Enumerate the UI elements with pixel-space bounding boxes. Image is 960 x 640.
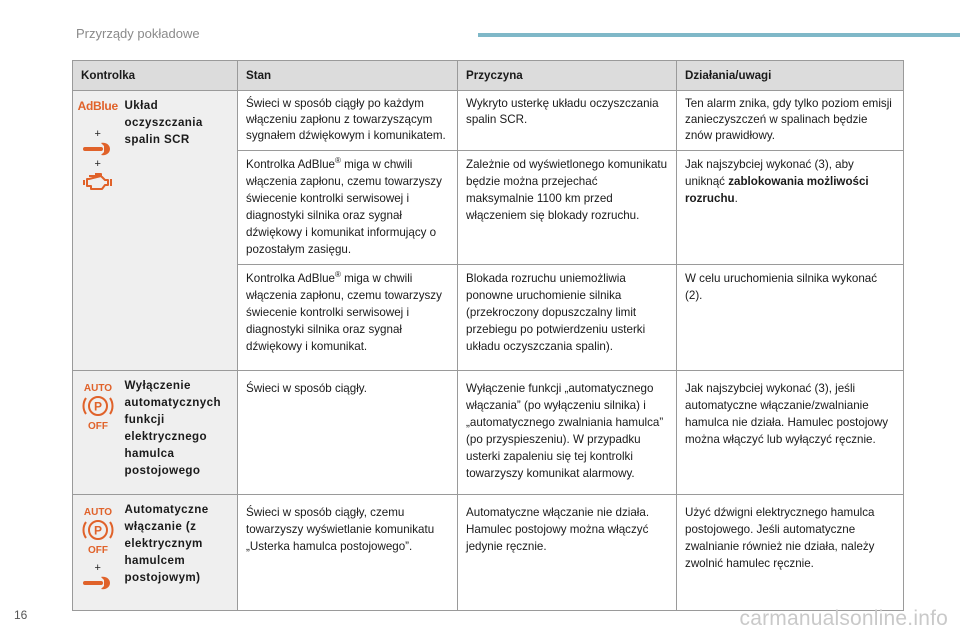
plus-sign: + [94,128,101,140]
registered-mark: ® [334,156,341,166]
col-header-przyczyna: Przyczyna [458,61,677,91]
stan-text: miga w chwili włączenia zapłonu, czemu towarzyszy świecenie kontrolki serwisowej i diagnostyki silnika oraz sygnał dźwiękowy i komunikat informujący o pozostałym zasięgu. [246,158,442,256]
indicator-name-auto-engage: Automatyczne włączanie (z elektrycznym hamulcem postojowym) [123,495,238,611]
stan-cell: Świeci w sposób ciągły, czemu towarzyszy wyświetlanie komunikatu „Usterka hamulca postojowego”. [238,495,458,611]
auto-p-off-icon [80,381,116,431]
table-row [73,91,904,151]
przyczyna-cell: Wyłączenie funkcji „automatycznego włączania” (po wyłączeniu silnika) i „automatycznego zwalniania hamulca” (po przyspieszeniu). W przypadku usterki zapaleniu się tej kontrolki towarzyszy komunikat alarmowy. [458,371,677,495]
stan-cell [238,151,458,265]
dzialania-cell: Użyć dźwigni elektrycznego hamulca postojowego. Jeśli automatyczne zwalnianie również nie działa, należy zwolnić hamulec ręcznie. [677,495,904,611]
svg-text:P: P [93,523,102,538]
table-row [73,495,904,611]
przyczyna-cell: Wykryto usterkę układu oczyszczania spalin SCR. [458,91,677,151]
table-row [73,371,904,495]
svg-text:P: P [93,399,102,414]
header-accent-bar [478,33,960,37]
col-header-stan: Stan [238,61,458,91]
indicator-icons-auto-engage [73,495,123,611]
przyczyna-cell: Zależnie od wyświetlonego komunikatu będzie można przejechać maksymalnie 1100 km przed włączeniem się blokady rozruchu. [458,151,677,265]
svg-text:OFF: OFF [87,545,108,555]
registered-mark: ® [334,270,341,280]
stan-cell: Świeci w sposób ciągły po każdym włączeniu zapłonu z towarzyszącym sygnałem dźwiękowym i komunikatem. [238,91,458,151]
warning-lights-table [72,60,904,611]
dzialania-bold-text: zablokowania możliwości rozruchu [685,175,869,205]
dzialania-cell: Ten alarm znika, gdy tylko poziom emisji zanieczyszczeń w spalinach będzie znów prawidłowy. [677,91,904,151]
svg-text:AUTO: AUTO [83,507,112,518]
svg-text:OFF: OFF [87,421,108,431]
stan-text: Kontrolka AdBlue [246,158,335,171]
indicator-name-auto-off: Wyłączenie automatycznych funkcji elektrycznego hamulca postojowego [123,371,238,495]
auto-p-off-icon [80,505,116,555]
stan-text: miga w chwili włączenia zapłonu, czemu towarzyszy świecenie kontrolki serwisowej i diagnostyki silnika oraz sygnał dźwiękowy i komunikat. [246,272,442,353]
przyczyna-cell: Blokada rozruchu uniemożliwia ponowne uruchomienie silnika (przekroczony dopuszczalny limit przebiegu po potwierdzeniu usterki układu oczyszczania spalin). [458,265,677,371]
svg-text:AUTO: AUTO [83,383,112,394]
stan-cell [238,265,458,371]
stan-cell: Świeci w sposób ciągły. [238,371,458,495]
dzialania-cell [677,151,904,265]
adblue-icon: AdBlue [77,99,118,113]
wrench-icon [83,575,113,591]
engine-icon [83,171,113,193]
table-header-row [73,61,904,91]
plus-sign: + [94,158,101,170]
dzialania-cell: W celu uruchomienia silnika wykonać (2). [677,265,904,371]
indicator-icons-scr [73,91,123,371]
wrench-icon [83,141,113,157]
plus-sign: + [94,562,101,574]
przyczyna-cell: Automatyczne włączanie nie działa. Hamulec postojowy można włączyć jedynie ręcznie. [458,495,677,611]
page-number: 16 [14,608,28,622]
col-header-dzialania: Działania/uwagi [677,61,904,91]
dzialania-cell: Jak najszybciej wykonać (3), jeśli automatyczne włączanie/zwalnianie hamulca nie działa. Hamulec postojowy można włączyć lub wyłączyć ręcznie. [677,371,904,495]
dzialania-text: Jak najszybciej wykonać (3), aby uniknąć [685,158,854,188]
watermark: carmanualsonline.info [739,607,948,630]
col-header-kontrolka: Kontrolka [73,61,238,91]
indicator-name-scr: Układ oczyszczania spalin SCR [123,91,238,371]
dzialania-text: . [734,192,738,205]
stan-text: Kontrolka AdBlue [246,272,335,285]
section-title: Przyrządy pokładowe [76,26,200,41]
indicator-icons-auto-off [73,371,123,495]
